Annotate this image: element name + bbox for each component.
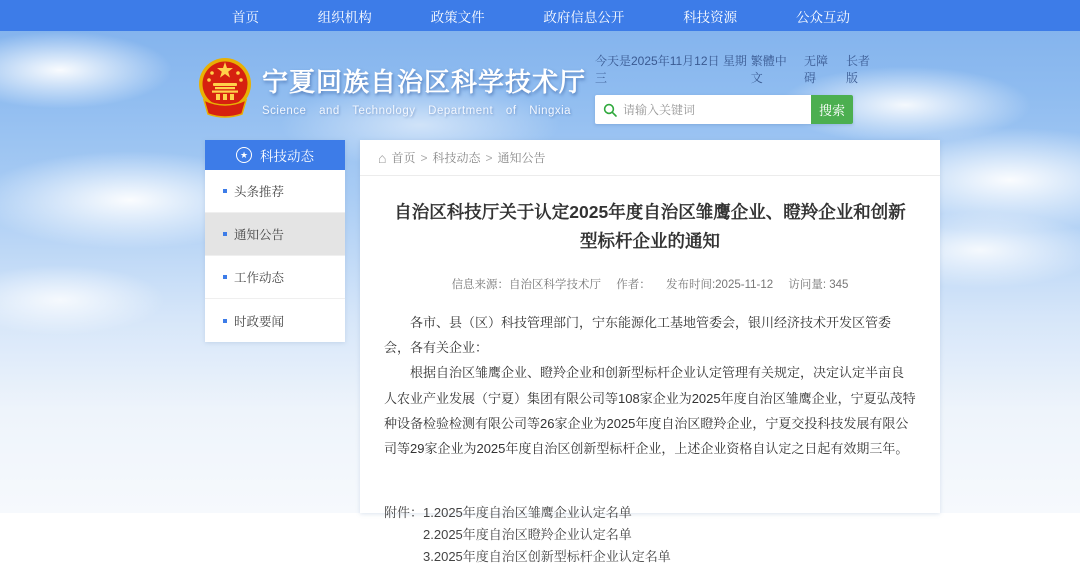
top-nav <box>0 0 1080 31</box>
sidebar-item-label: 工作动态 <box>234 271 285 285</box>
attachments-label: 附件： <box>384 504 424 520</box>
article-paragraph: 各市、县（区）科技管理部门，宁东能源化工基地管委会，银川经济技术开发区管委会，各有关企业： <box>384 314 892 356</box>
sidebar-item-notices[interactable] <box>205 213 345 256</box>
nav-item-organization[interactable]: 组织机构 <box>317 9 372 25</box>
attachments-section <box>384 502 916 568</box>
breadcrumb-separator: > <box>485 150 493 165</box>
sidebar-item-current-affairs[interactable] <box>205 299 345 342</box>
nav-item-policy[interactable]: 政策文件 <box>430 9 485 25</box>
sidebar-item-work-updates[interactable] <box>205 256 345 299</box>
search-bar <box>595 95 853 124</box>
nav-item-home[interactable]: 首页 <box>232 9 259 25</box>
main-content <box>360 140 940 564</box>
article-paragraph: 根据自治区雏鹰企业、瞪羚企业和创新型标杆企业认定管理有关规定，决定认定半亩良人农业产业发展（宁夏）集团有限公司等108家企业为2025年度自治区雏鹰企业，宁夏弘茂特种设备检验检测有限公司等26家企业为2025年度自治区瞪羚企业，宁夏交投科技发展有限公司等29家企业为2025年度自治区创新型标杆企业，上述企业资格自认定之日起有效期三年。 <box>384 365 916 457</box>
site-title: 宁夏回族自治区科学技术厅 <box>262 67 587 97</box>
attachment-link-eagle-list[interactable]: 1.2025年度自治区雏鹰企业认定名单 <box>423 504 632 520</box>
meta-author: 作者： <box>616 278 651 291</box>
current-date-text: 今天是2025年11月12日 星期三 <box>595 54 747 85</box>
link-elderly-version[interactable]: 长者版 <box>846 54 871 85</box>
article <box>360 176 940 568</box>
sidebar-item-label: 时政要闻 <box>234 314 285 329</box>
article-body <box>384 310 916 462</box>
bullet-icon <box>223 232 227 236</box>
attachment-link-benchmark-list[interactable]: 3.2025年度自治区创新型标杆企业认定名单 <box>423 549 671 564</box>
meta-source: 信息来源：自治区科学技术厅 <box>451 278 602 291</box>
sidebar-item-label: 通知公告 <box>234 228 285 242</box>
breadcrumb-tech-news[interactable]: 科技动态 <box>432 151 481 165</box>
site-subtitle: Science and Technology Department of Ningxia <box>262 105 572 117</box>
bullet-icon <box>223 189 227 193</box>
breadcrumb <box>360 140 940 176</box>
search-button[interactable]: 搜索 <box>811 95 853 124</box>
sidebar-item-label: 头条推荐 <box>234 185 285 199</box>
link-accessibility[interactable]: 无障碍 <box>804 54 829 85</box>
attachment-link-gazelle-list[interactable]: 2.2025年度自治区瞪羚企业认定名单 <box>423 526 632 542</box>
article-meta <box>384 276 916 292</box>
bullet-icon <box>223 275 227 279</box>
sidebar-header <box>205 140 345 170</box>
link-traditional-chinese[interactable]: 繁體中文 <box>750 54 787 85</box>
search-input[interactable] <box>623 103 803 117</box>
national-emblem-logo <box>198 56 252 120</box>
meta-visit-count: 访问量: 345 <box>788 278 849 291</box>
meta-publish-date: 发布时间:2025-11-12 <box>665 278 774 291</box>
sidebar-item-headlines[interactable] <box>205 170 345 213</box>
sidebar-title: 科技动态 <box>260 149 314 164</box>
sidebar <box>205 140 345 342</box>
article-title: 自治区科技厅关于认定2025年度自治区雏鹰企业、瞪羚企业和创新型标杆企业的通知 <box>394 202 906 251</box>
star-circle-icon: ★ <box>236 147 252 163</box>
breadcrumb-home[interactable]: 首页 <box>391 151 416 165</box>
nav-item-interaction[interactable]: 公众互动 <box>795 9 850 25</box>
site-brand <box>198 56 586 120</box>
search-icon <box>603 103 617 117</box>
nav-item-resources[interactable]: 科技资源 <box>683 9 738 25</box>
breadcrumb-separator: > <box>420 150 428 165</box>
nav-item-gov-info[interactable]: 政府信息公开 <box>543 9 625 25</box>
breadcrumb-notices[interactable]: 通知公告 <box>497 151 546 165</box>
bullet-icon <box>223 319 227 323</box>
home-icon: ⌂ <box>378 149 387 166</box>
